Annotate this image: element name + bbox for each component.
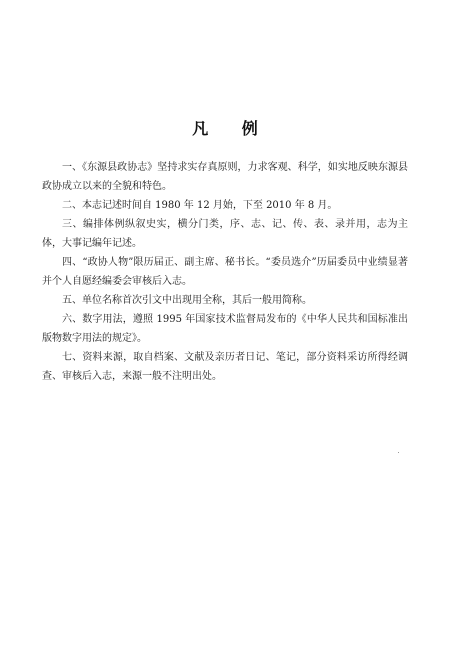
scan-speck — [398, 452, 399, 453]
guideline-paragraph-5: 五、单位名称首次引文中出现用全称，其后一般用简称。 — [62, 295, 312, 306]
page-title: 凡 例 — [192, 119, 272, 138]
guideline-paragraph-2: 二、本志记述时间自 1980 年 12 月始，下至 2010 年 8 月。 — [62, 200, 338, 211]
guidelines-body — [42, 158, 408, 386]
guideline-paragraph-6: 六、数字用法，遵照 1995 年国家技术监督局发布的《中华人民共和国标准出版物数字用法的规定》。 — [42, 314, 408, 344]
guideline-paragraph-7: 七、资料来源，取自档案、文献及亲历者日记、笔记，部分资料采访所得经调查、审核后入志，来源一般不注明出处。 — [42, 352, 408, 382]
guideline-paragraph-1: 一、《东源县政协志》坚持求实存真原则，力求客观、科学，如实地反映东源县政协成立以来的全貌和特色。 — [42, 162, 408, 192]
guideline-paragraph-3: 三、编排体例纵叙史实，横分门类，序、志、记、传、表、录并用，志为主体，大事记编年记述。 — [42, 219, 408, 249]
guideline-paragraph-4: 四、“政协人物”限历届正、副主席、秘书长。“委员选介”历届委员中业绩显著并个人自愿经编委会审核后入志。 — [42, 257, 408, 287]
